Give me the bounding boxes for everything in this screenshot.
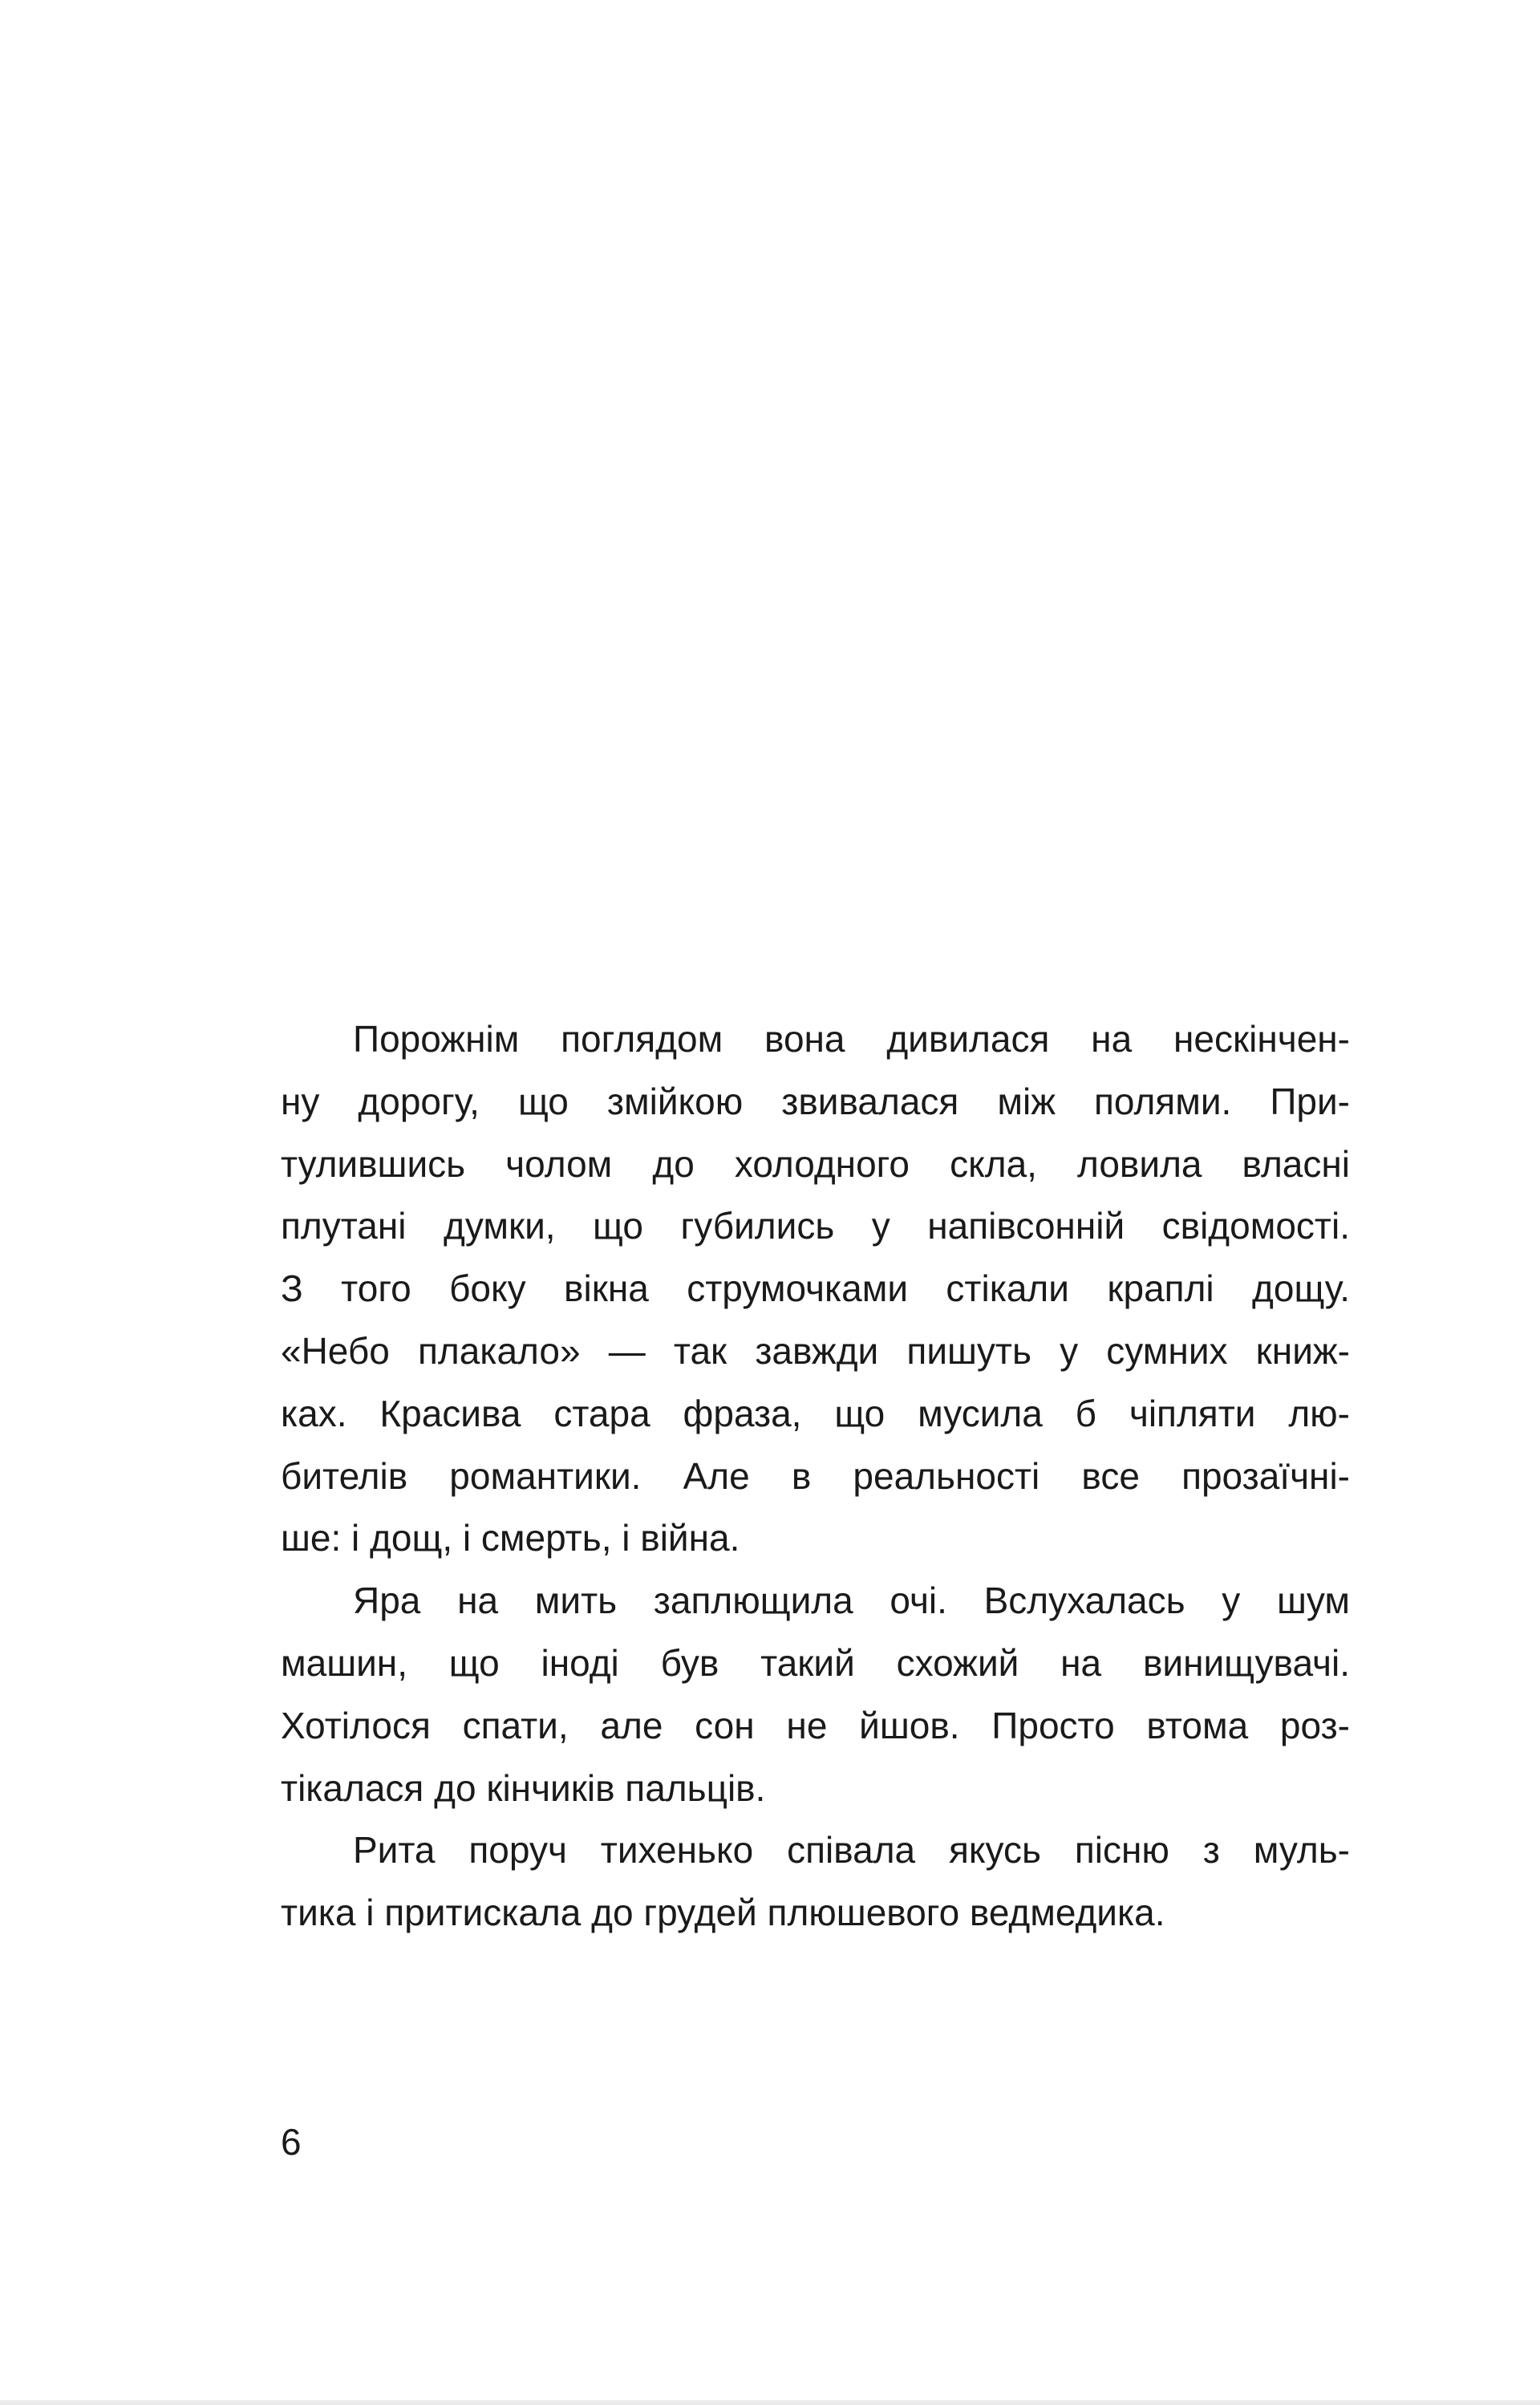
paragraph: [281, 1570, 1350, 1819]
page-number: 6: [281, 2121, 302, 2163]
paragraph: [281, 1819, 1350, 1945]
text-line: З того боку вікна струмочками стікали краплі дощу.: [281, 1267, 1350, 1310]
text-line: тулившись чолом до холодного скла, ловила власні: [281, 1142, 1350, 1185]
page-edge-divider: [0, 2400, 1540, 2405]
text-line: Порожнім поглядом вона дивилася на нескінчен-: [353, 1018, 1350, 1060]
text-line: тика і притискала до грудей плюшевого ведмедика.: [281, 1892, 1165, 1934]
body-text: [281, 1008, 1350, 1945]
text-line: ках. Красива стара фраза, що мусила б чіпляти лю-: [281, 1392, 1350, 1434]
text-line: Рита поруч тихенько співала якусь пісню з муль-: [353, 1829, 1350, 1872]
text-line: плутані думки, що губились у напівсонній свідомості.: [281, 1205, 1350, 1247]
text-line: тікалася до кінчиків пальців.: [281, 1766, 766, 1809]
paragraph: [281, 1008, 1350, 1570]
text-line: ну дорогу, що змійкою звивалася між полями. При-: [281, 1080, 1350, 1122]
text-line: машин, що іноді був такий схожий на винищувачі.: [281, 1641, 1350, 1684]
text-line: бителів романтики. Але в реальності все прозаїчні-: [281, 1454, 1350, 1497]
text-line: ше: і дощ, і смерть, і війна.: [281, 1517, 740, 1559]
text-line: «Небо плакало» — так завжди пишуть у сумних книж-: [281, 1329, 1350, 1372]
text-line: Яра на мить заплющила очі. Вслухалась у шум: [353, 1580, 1350, 1622]
text-line: Хотілося спати, але сон не йшов. Просто втома роз-: [281, 1704, 1350, 1746]
